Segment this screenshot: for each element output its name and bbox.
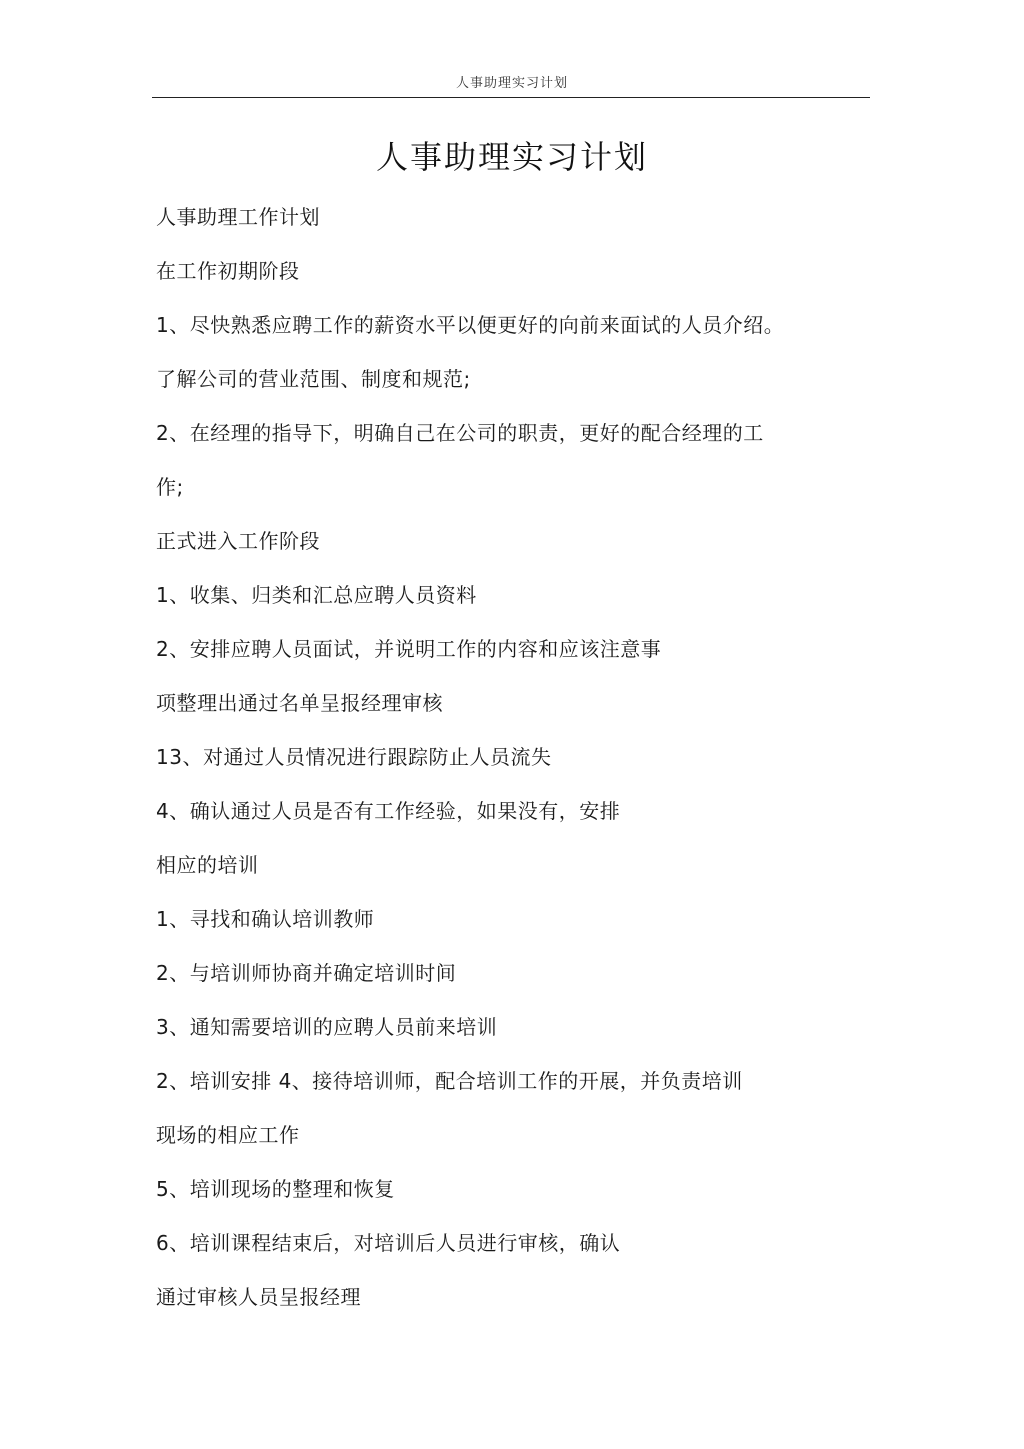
text-line: 3、通知需要培训的应聘人员前来培训 (156, 1015, 498, 1039)
text-line: 2、培训安排 4、接待培训师，配合培训工作的开展，并负责培训 (156, 1069, 743, 1093)
text-line: 人事助理工作计划 (156, 205, 320, 229)
text-line: 项整理出通过名单呈报经理审核 (156, 691, 443, 715)
text-line: 1、尽快熟悉应聘工作的薪资水平以便更好的向前来面试的人员介绍。 (156, 313, 785, 337)
text-line: 1、收集、归类和汇总应聘人员资料 (156, 583, 477, 607)
text-line: 现场的相应工作 (156, 1123, 300, 1147)
running-header: 人事助理实习计划 (455, 76, 568, 91)
text-line: 正式进入工作阶段 (156, 529, 320, 553)
text-line: 2、与培训师协商并确定培训时间 (156, 961, 457, 985)
text-line: 相应的培训 (156, 853, 259, 877)
document-title: 人事助理实习计划 (375, 138, 648, 176)
document-body (156, 190, 856, 1324)
header-divider (152, 97, 870, 98)
text-line: 在工作初期阶段 (156, 259, 300, 283)
text-line: 通过审核人员呈报经理 (156, 1285, 361, 1309)
text-line: 了解公司的营业范围、制度和规范; (156, 367, 471, 391)
text-line: 5、培训现场的整理和恢复 (156, 1177, 395, 1201)
text-line: 6、培训课程结束后，对培训后人员进行审核，确认 (156, 1231, 621, 1255)
text-line: 13、对通过人员情况进行跟踪防止人员流失 (156, 745, 552, 769)
text-line: 1、寻找和确认培训教师 (156, 907, 375, 931)
text-line: 作; (156, 475, 184, 499)
text-line: 2、在经理的指导下，明确自己在公司的职责，更好的配合经理的工 (156, 421, 764, 445)
text-line: 2、安排应聘人员面试，并说明工作的内容和应该注意事 (156, 637, 662, 661)
text-line: 4、确认通过人员是否有工作经验，如果没有，安排 (156, 799, 621, 823)
